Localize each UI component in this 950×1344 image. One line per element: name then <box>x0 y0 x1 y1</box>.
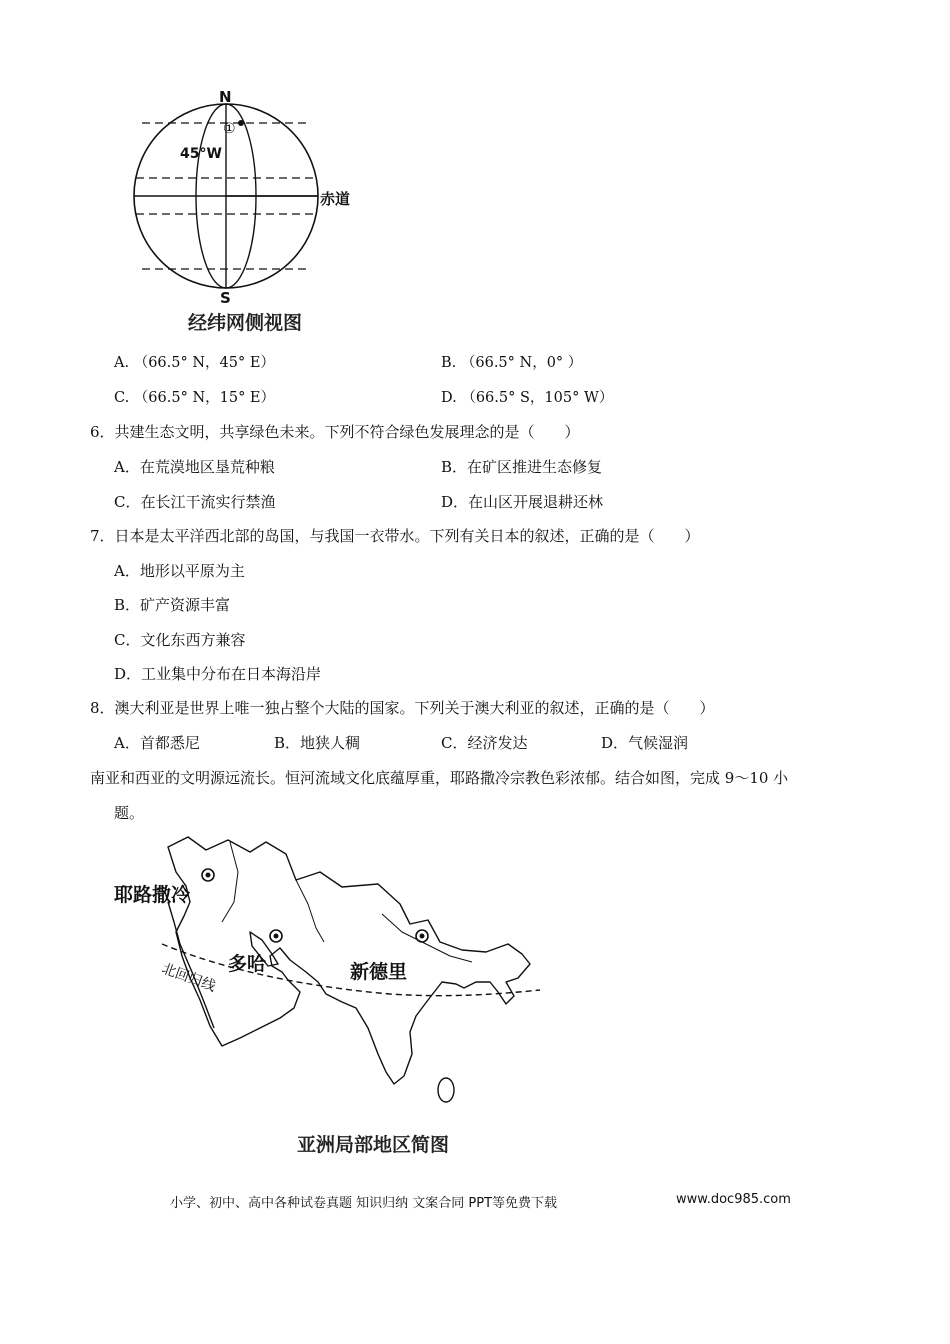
q6-option-d: D．在山区开展退耕还林 <box>441 493 604 511</box>
intro-line-2: 题。 <box>114 804 145 822</box>
tropic-of-cancer-label: 北回归线 <box>159 960 218 996</box>
asia-map-caption: 亚洲局部地区简图 <box>297 1134 450 1156</box>
q8-option-a: A．首都悉尼 <box>114 734 200 752</box>
q6-stem: 6．共建生态文明，共享绿色未来。下列不符合绿色发展理念的是（ ） <box>90 423 580 441</box>
footer-text: 小学、初中、高中各种试卷真题 知识归纳 文案合同 PPT等免费下载 <box>170 1196 558 1211</box>
q8-option-b: B．地狭人稠 <box>274 734 361 752</box>
q7-option-b: B．矿产资源丰富 <box>114 596 231 614</box>
point-marker: ① <box>223 121 236 137</box>
q5-option-a: A. （66.5° N，45° E） <box>114 355 275 371</box>
q5-option-b: B. （66.5° N，0° ） <box>441 355 583 371</box>
q7-stem: 7．日本是太平洋西北部的岛国，与我国一衣带水。下列有关日本的叙述，正确的是（ ） <box>90 527 700 545</box>
q6-option-a: A．在荒漠地区垦荒种粮 <box>114 458 275 476</box>
q7-option-a: A．地形以平原为主 <box>114 562 245 580</box>
north-label: N <box>219 88 232 106</box>
q8-option-c: C．经济发达 <box>441 734 528 752</box>
jerusalem-label: 耶路撒冷 <box>114 884 191 906</box>
q6-option-c: C．在长江干流实行禁渔 <box>114 493 276 511</box>
new-delhi-label: 新德里 <box>350 961 408 983</box>
south-label: S <box>220 289 231 307</box>
doha-label: 多哈 <box>228 953 267 975</box>
q8-option-d: D．气候湿润 <box>601 734 689 752</box>
intro-line-1: 南亚和西亚的文明源远流长。恒河流域文化底蕴厚重，耶路撒冷宗教色彩浓郁。结合如图，完成 9～10 小 <box>90 769 789 787</box>
q8-stem: 8．澳大利亚是世界上唯一独占整个大陆的国家。下列关于澳大利亚的叙述，正确的是（ ） <box>90 699 715 717</box>
equator-label: 赤道 <box>320 190 351 208</box>
globe-caption: 经纬网侧视图 <box>188 312 303 334</box>
q5-option-d: D. （66.5° S，105° W） <box>441 390 614 406</box>
q7-option-c: C．文化东西方兼容 <box>114 631 246 649</box>
q6-option-b: B．在矿区推进生态修复 <box>441 458 603 476</box>
q5-option-c: C. （66.5° N，15° E） <box>114 390 276 406</box>
meridian-label: 45°W <box>180 146 222 162</box>
q7-option-d: D．工业集中分布在日本海沿岸 <box>114 665 322 683</box>
footer-url[interactable]: www.doc985.com <box>676 1192 791 1207</box>
